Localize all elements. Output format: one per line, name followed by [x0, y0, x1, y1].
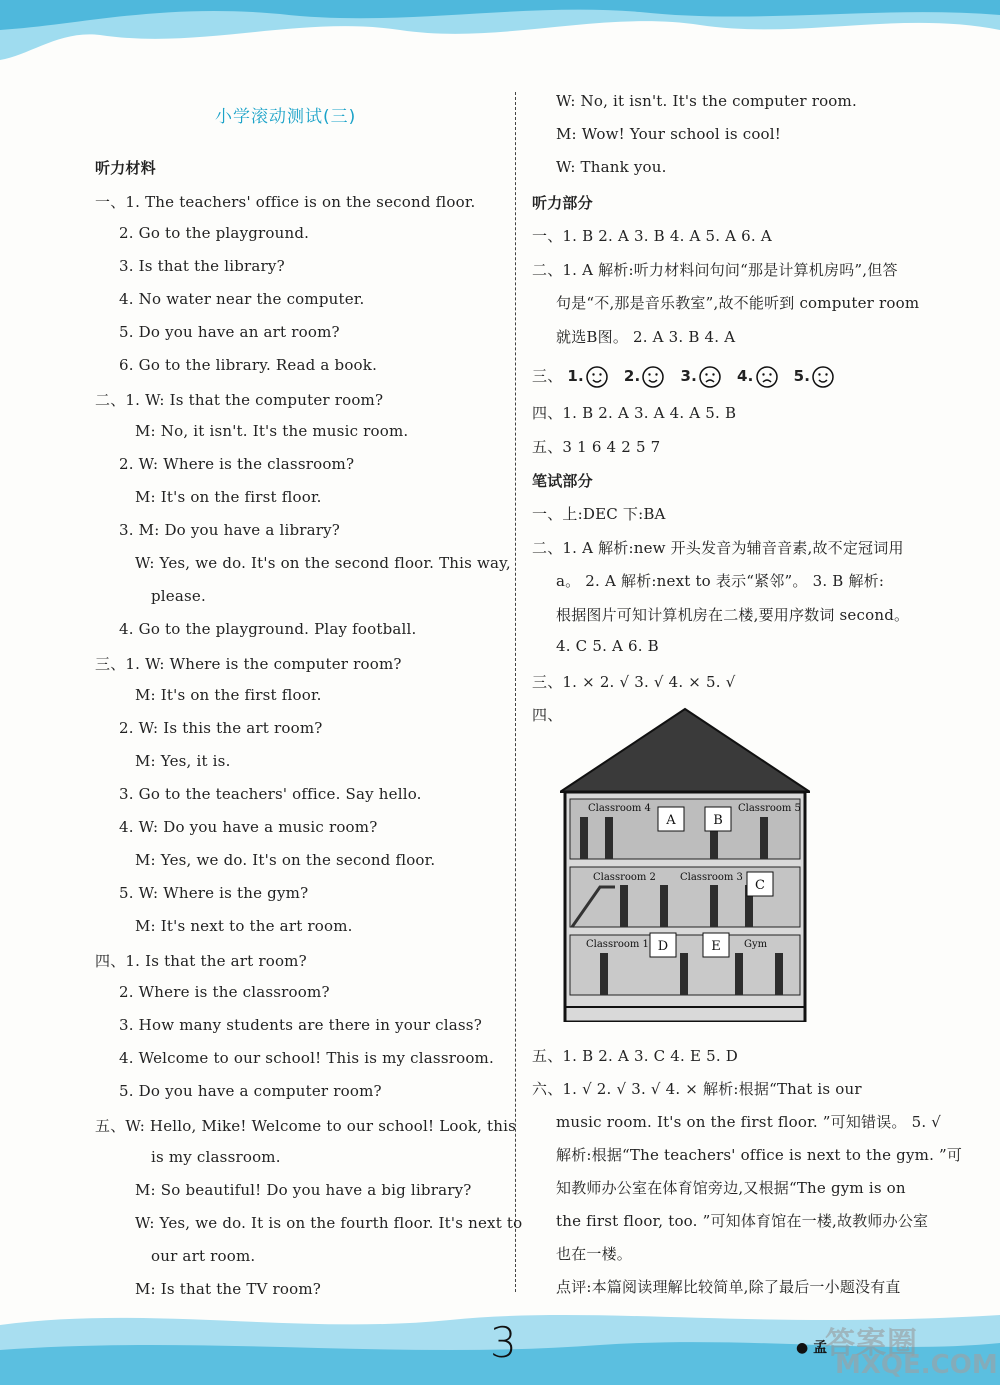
room-label-classroom-4: Classroom 4: [588, 803, 651, 814]
answer-line: 4. C 5. A 6. B: [556, 637, 659, 655]
listening-script-line: 6. Go to the library. Read a book.: [119, 356, 378, 374]
dialog-line: W: Thank you.: [556, 158, 667, 176]
sad-face-icon: [699, 366, 721, 388]
section-heading-written: 笔试部分: [532, 472, 593, 490]
watermark-logo: 答案圈: [825, 1326, 918, 1361]
listening-script-line: 2. W: Is this the art room?: [119, 719, 323, 737]
listening-script-line: 3. How many students are there in your class?: [119, 1016, 482, 1034]
listening-script-line: M: Yes, we do. It's on the second floor.: [135, 851, 436, 869]
listening-script-line: W: Yes, we do. It's on the second floor. This way,: [135, 554, 511, 572]
listening-script-line: 4. Welcome to our school! This is my classroom.: [119, 1049, 494, 1067]
listening-script-line: M: Is that the TV room?: [135, 1280, 322, 1298]
answer-line: 六、1. √ 2. √ 3. √ 4. × 解析:根据“That is our: [532, 1080, 862, 1098]
smiley-item: 1.: [567, 367, 610, 385]
listening-script-line: 2. Where is the classroom?: [119, 983, 330, 1001]
smiley-item: 4.: [737, 367, 780, 385]
box-a: A: [666, 813, 676, 828]
listening-script-line: M: It's on the first floor.: [135, 488, 322, 506]
top-wave-decoration: [0, 0, 1000, 70]
column-divider: [515, 92, 516, 1292]
listening-script-line: W: Yes, we do. It is on the fourth floor. It's next to: [135, 1214, 523, 1232]
smiley-face-icon: [586, 366, 608, 388]
answer-line: 就选B图。 2. A 3. B 4. A: [556, 327, 736, 346]
smiley-item: 3.: [680, 367, 723, 385]
room-label-classroom-2: Classroom 2: [593, 872, 656, 883]
listening-script-line: M: So beautiful! Do you have a big library?: [135, 1181, 472, 1199]
answer-line: 点评:本篇阅读理解比较简单,除了最后一小题没有直: [556, 1278, 901, 1296]
answer-line: 句是“不,那是音乐教室”,故不能听到 computer room: [556, 294, 920, 312]
listening-script-line: 四、1. Is that the art room?: [95, 952, 307, 970]
answer-line: 根据图片可知计算机房在二楼,要用序数词 second。: [556, 605, 910, 624]
brand-mark: ● 孟: [796, 1340, 828, 1356]
listening-script-line: 5. Do you have an art room?: [119, 323, 340, 341]
listening-script-line: 五、W: Hello, Mike! Welcome to our school! Look, this: [95, 1117, 517, 1135]
sad-face-icon: [756, 366, 778, 388]
answer-line: 一、1. B 2. A 3. B 4. A 5. A 6. A: [532, 227, 772, 245]
listening-script-line: M: No, it isn't. It's the music room.: [135, 422, 409, 440]
dialog-line: W: No, it isn't. It's the computer room.: [556, 92, 857, 110]
answer-line: 知教师办公室在体育馆旁边,又根据“The gym is on: [556, 1179, 906, 1197]
room-label-classroom-3: Classroom 3: [680, 872, 743, 883]
listening-script-line: 4. W: Do you have a music room?: [119, 818, 378, 836]
section-heading-listening-material: 听力材料: [95, 159, 156, 177]
school-building-illustration: [560, 707, 810, 1022]
dialog-line: M: Wow! Your school is cool!: [556, 125, 782, 143]
answer-line: 五、3 1 6 4 2 5 7: [532, 437, 661, 456]
answer-line: 四、: [532, 706, 563, 724]
answer-line: a。 2. A 解析:next to 表示“紧邻”。 3. B 解析:: [556, 572, 885, 590]
listening-script-line: our art room.: [151, 1247, 256, 1265]
answer-line: 四、1. B 2. A 3. A 4. A 5. B: [532, 404, 737, 422]
box-c: C: [755, 878, 765, 893]
answer-line: 解析:根据“The teachers' office is next to the gym. ”可: [556, 1146, 963, 1164]
smiley-row-prefix: 三、: [532, 367, 563, 385]
listening-script-line: 三、1. W: Where is the computer room?: [95, 655, 402, 673]
page-title: 小学滚动测试(三): [215, 107, 357, 127]
listening-script-line: 二、1. W: Is that the computer room?: [95, 391, 384, 409]
answer-line: 三、1. × 2. √ 3. √ 4. × 5. √: [532, 672, 736, 691]
listening-script-line: please.: [151, 587, 206, 605]
listening-script-line: 3. Go to the teachers' office. Say hello.: [119, 785, 422, 803]
page-number: 3: [490, 1318, 517, 1367]
answer-line: 五、1. B 2. A 3. C 4. E 5. D: [532, 1047, 738, 1065]
smiley-face-icon: [642, 366, 664, 388]
listening-script-line: 2. Go to the playground.: [119, 224, 310, 242]
section-heading-listening: 听力部分: [532, 194, 593, 212]
smiley-face-icon: [812, 366, 834, 388]
box-d: D: [657, 939, 669, 954]
smiley-item: 5.: [794, 367, 837, 385]
watermark-url: MXQE.COM: [835, 1350, 998, 1380]
listening-script-line: is my classroom.: [151, 1148, 281, 1166]
listening-script-line: 5. W: Where is the gym?: [119, 884, 309, 902]
answer-line: 二、1. A 解析:new 开头发音为辅音音素,故不定冠词用: [532, 538, 904, 557]
smiley-answer-row: [532, 365, 850, 388]
answer-line: the first floor, too. ”可知体育馆在一楼,故教师办公室: [556, 1212, 929, 1230]
listening-script-line: 5. Do you have a computer room?: [119, 1082, 382, 1100]
listening-script-line: M: It's next to the art room.: [135, 917, 353, 935]
answer-line: 一、上:DEC 下:BA: [532, 505, 666, 523]
room-label-classroom-1: Classroom 1: [586, 939, 649, 950]
listening-script-line: 3. Is that the library?: [119, 257, 285, 275]
answer-line: 也在一楼。: [556, 1245, 633, 1263]
room-label-classroom-5: Classroom 5: [738, 803, 801, 814]
answer-line: music room. It's on the first floor. ”可知错误。 5. √: [556, 1113, 942, 1131]
answer-line: 二、1. A 解析:听力材料问句问“那是计算机房吗”,但答: [532, 260, 898, 279]
listening-script-line: M: Yes, it is.: [135, 752, 231, 770]
box-e: E: [711, 939, 721, 954]
listening-script-line: 4. No water near the computer.: [119, 290, 365, 308]
listening-script-line: 4. Go to the playground. Play football.: [119, 620, 417, 638]
room-label-gym: Gym: [744, 939, 768, 950]
listening-script-line: M: It's on the first floor.: [135, 686, 322, 704]
listening-script-line: 3. M: Do you have a library?: [119, 521, 341, 539]
smiley-item: 2.: [624, 367, 667, 385]
listening-script-line: 一、1. The teachers' office is on the second floor.: [95, 193, 476, 211]
box-b: B: [713, 813, 723, 828]
listening-script-line: 2. W: Where is the classroom?: [119, 455, 355, 473]
